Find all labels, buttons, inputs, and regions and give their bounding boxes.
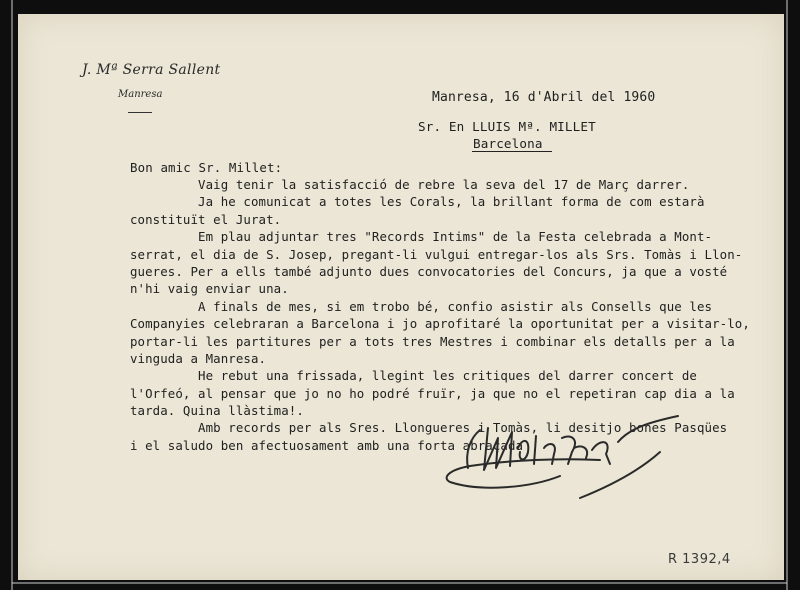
recipient-city-underline — [472, 151, 552, 152]
handwritten-signature — [440, 408, 700, 508]
body-line: tarda. Quina llàstima!. — [130, 403, 304, 419]
body-line: Em plau adjuntar tres "Records Intims" de la Festa celebrada a Mont- — [130, 229, 713, 245]
body-line: constituït el Jurat. — [130, 211, 282, 227]
body-line: He rebut una frissada, llegint les critiques del darrer concert de — [130, 368, 697, 384]
letterhead-city: Manresa — [118, 89, 163, 100]
body-line: Companyies celebraran a Barcelona i jo aprofitaré la oportunitat per a visitar-lo, — [130, 316, 750, 332]
body-line: Ja he comunicat a totes les Corals, la brillant forma de com estarà — [130, 194, 705, 210]
body-line: i el saludo ben afectuosament amb una forta abraçada — [130, 437, 524, 453]
body-line: A finals de mes, si em trobo bé, confio asistir als Consells que les — [130, 298, 713, 314]
body-line: vinguda a Manresa. — [130, 350, 267, 366]
recipient-city: Barcelona — [473, 136, 543, 151]
body-line: l'Orfeó, al pensar que jo no ho podré fruïr, ja que no el repetiran cap dia a la — [130, 385, 735, 401]
body-line: serrat, el dia de S. Josep, pregant-li vulgui entregar-los als Srs. Tomàs i Llon- — [130, 246, 743, 262]
body-line: Amb records per als Sres. Llongueres i Tomàs, li desitjo bones Pasqües — [130, 420, 728, 436]
body-line: gueres. Per a ells també adjunto dues convocatories del Concurs, ja que a vosté — [130, 263, 728, 279]
archive-code: R 1392,4 — [668, 552, 731, 567]
body-line: Vaig tenir la satisfacció de rebre la seva del 17 de Març darrer. — [130, 177, 690, 192]
body-line: n'hi vaig enviar una. — [130, 281, 289, 297]
recipient-name: Sr. En LLUIS Mª. MILLET — [418, 119, 596, 134]
date-line: Manresa, 16 d'Abril del 1960 — [432, 90, 656, 105]
salutation: Bon amic Sr. Millet: — [130, 160, 283, 175]
body-line: portar-li les partitures per a tots tres Mestres i combinar els detalls per a la — [130, 333, 735, 349]
letterhead-name: J. Mª Serra Sallent — [82, 62, 221, 78]
letterhead-divider — [128, 112, 152, 113]
